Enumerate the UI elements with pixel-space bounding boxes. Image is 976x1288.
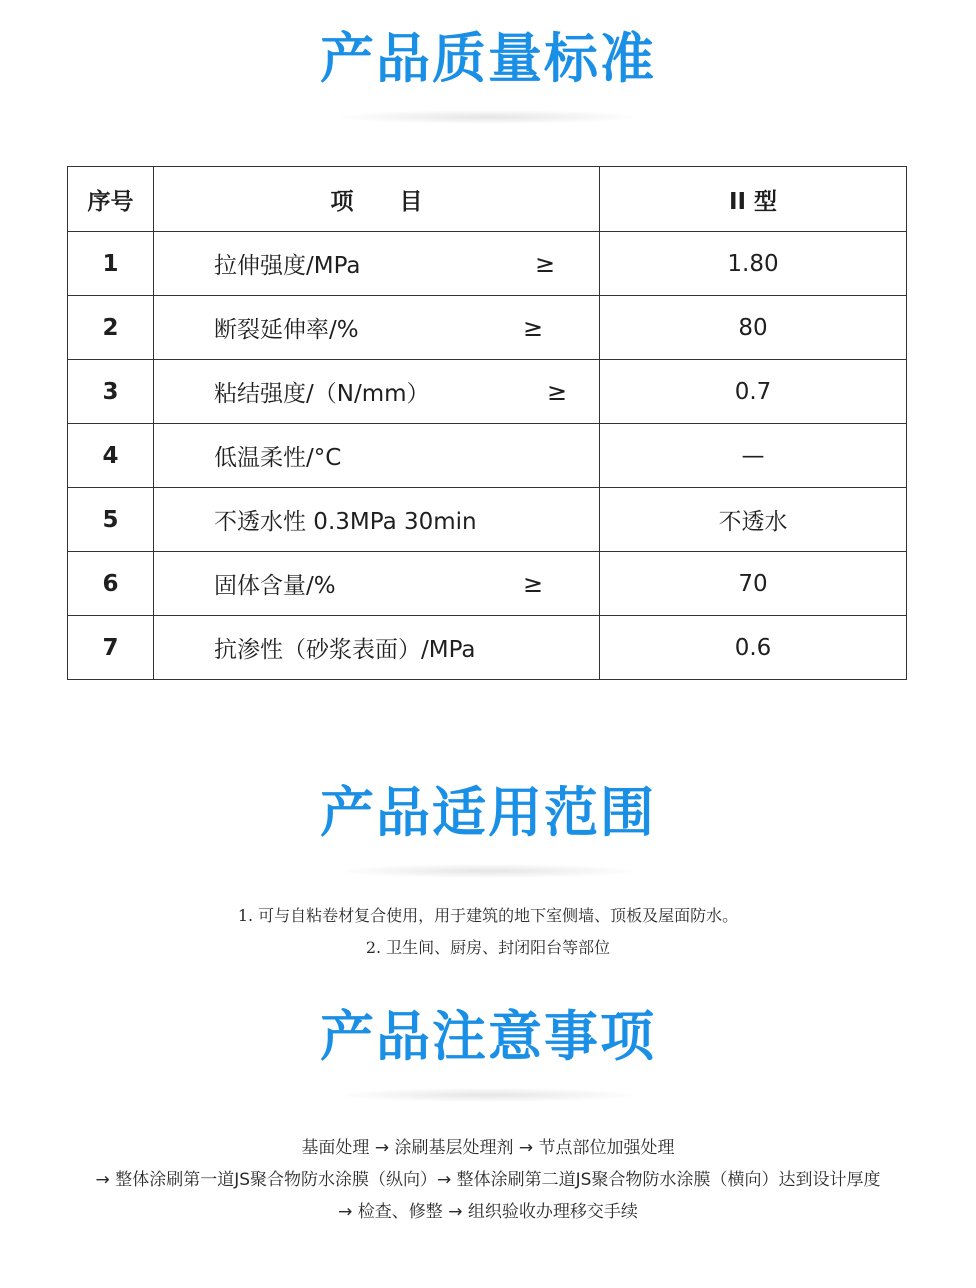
quality-standard-title: 产品质量标准 — [320, 27, 656, 90]
header-type: II 型 — [600, 167, 907, 232]
table-row — [68, 296, 907, 360]
scope-line: 2. 卫生间、厨房、封闭阳台等部位 — [365, 938, 611, 957]
table-row — [68, 616, 907, 680]
table-row — [68, 360, 907, 424]
title-shadow-decoration — [338, 110, 638, 124]
row-item: 断裂延伸率/% — [214, 317, 359, 343]
quality-standard-table — [67, 166, 907, 680]
row-value: 1.80 — [600, 232, 907, 296]
greater-equal-sign: ≥ — [523, 569, 544, 598]
row-item: 低温柔性/°C — [214, 445, 342, 471]
table-row — [68, 232, 907, 296]
row-serial: 2 — [68, 296, 154, 360]
header-item: 项 目 — [154, 167, 600, 232]
row-value: — — [600, 424, 907, 488]
title-shadow-decoration — [338, 864, 638, 878]
scope-line: 1. 可与自粘卷材复合使用，用于建筑的地下室侧墙、顶板及屋面防水。 — [237, 906, 739, 925]
table-row — [68, 424, 907, 488]
application-scope-title: 产品适用范围 — [320, 781, 656, 844]
steps-line: → 整体涂刷第一道JS聚合物防水涂膜（纵向）→ 整体涂刷第二道JS聚合物防水涂膜（横向）达到设计厚度 — [95, 1170, 881, 1190]
row-serial: 7 — [68, 616, 154, 680]
scope-text — [0, 900, 976, 964]
row-serial: 3 — [68, 360, 154, 424]
row-item-cell — [154, 616, 600, 680]
row-item-cell — [154, 232, 600, 296]
row-value: 0.7 — [600, 360, 907, 424]
row-value: 70 — [600, 552, 907, 616]
header-serial: 序号 — [68, 167, 154, 232]
greater-equal-sign: ≥ — [547, 377, 568, 406]
greater-equal-sign: ≥ — [523, 313, 544, 342]
title-shadow-decoration — [338, 1088, 638, 1102]
row-item: 固体含量/% — [214, 573, 336, 599]
row-item: 粘结强度/（N/mm） — [214, 381, 430, 407]
table-row — [68, 552, 907, 616]
construction-steps — [0, 1132, 976, 1228]
greater-equal-sign: ≥ — [535, 249, 556, 278]
row-item: 拉伸强度/MPa — [214, 253, 361, 279]
row-serial: 4 — [68, 424, 154, 488]
row-value: 0.6 — [600, 616, 907, 680]
row-item-cell — [154, 360, 600, 424]
precautions-title: 产品注意事项 — [320, 1005, 656, 1068]
row-serial: 5 — [68, 488, 154, 552]
row-item: 不透水性 0.3MPa 30min — [214, 509, 477, 535]
table-header-row — [68, 167, 907, 232]
table-row — [68, 488, 907, 552]
steps-line: → 检查、修整 → 组织验收办理移交手续 — [338, 1202, 638, 1222]
row-item-cell — [154, 424, 600, 488]
row-serial: 1 — [68, 232, 154, 296]
row-item-cell — [154, 552, 600, 616]
row-item: 抗渗性（砂浆表面）/MPa — [214, 637, 476, 663]
row-item-cell — [154, 296, 600, 360]
row-serial: 6 — [68, 552, 154, 616]
row-value: 80 — [600, 296, 907, 360]
steps-line: 基面处理 → 涂刷基层处理剂 → 节点部位加强处理 — [301, 1138, 675, 1158]
row-item-cell — [154, 488, 600, 552]
row-value: 不透水 — [600, 488, 907, 552]
